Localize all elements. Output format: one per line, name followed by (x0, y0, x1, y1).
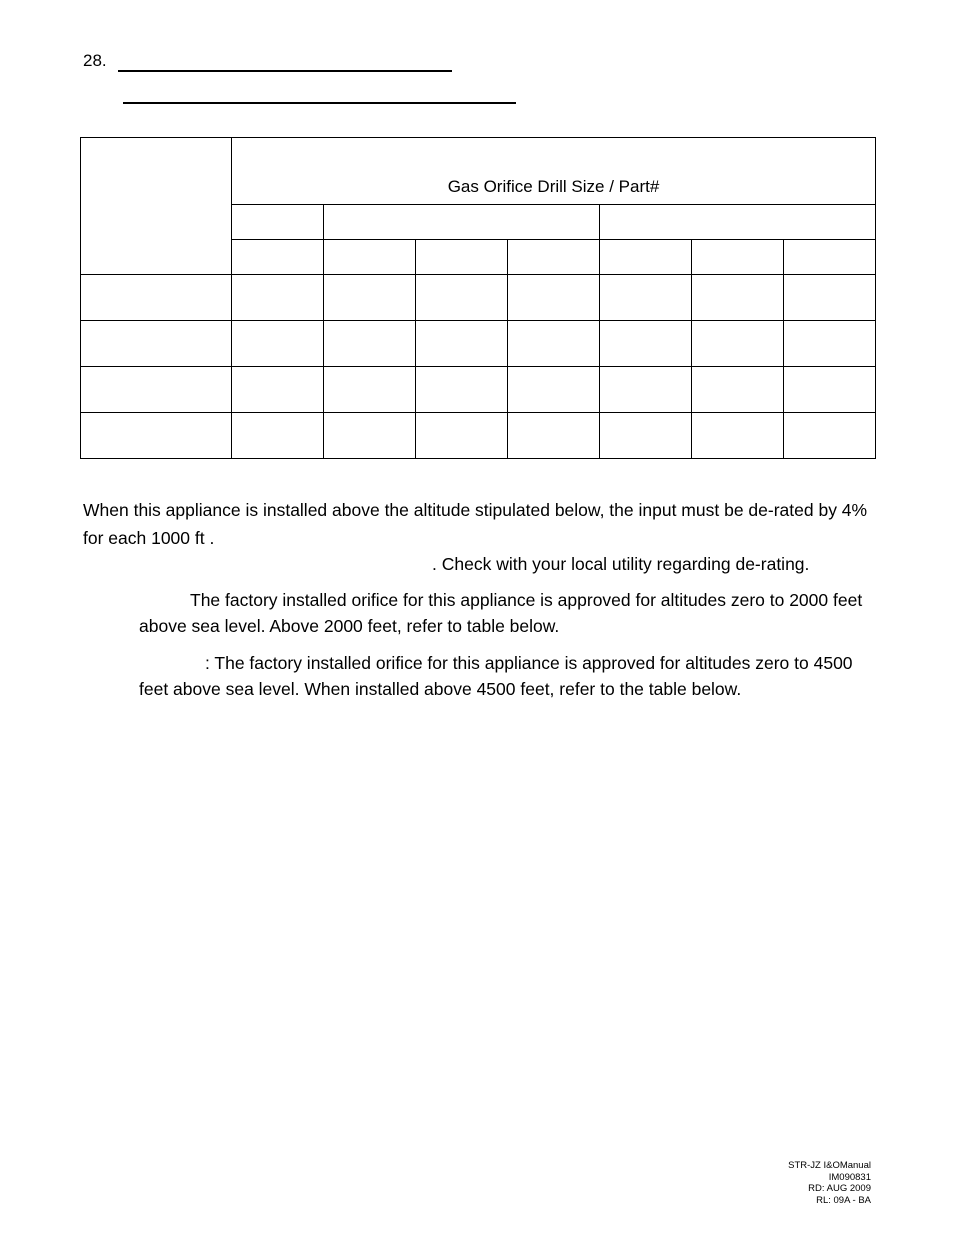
table-cell (81, 367, 232, 413)
table-cell (81, 413, 232, 459)
table-cell (600, 413, 692, 459)
table-cell (508, 321, 600, 367)
footer-revision: RL: 09A - BA (816, 1194, 871, 1206)
check-utility-text: . Check with your local utility regarding de-rating. (432, 554, 810, 574)
table-row (81, 413, 876, 459)
footer-manual-name: STR-JZ I&OManual (788, 1160, 871, 1171)
table-column-cell (600, 240, 692, 275)
table-corner-cell (81, 138, 232, 275)
table-row (81, 321, 876, 367)
document-footer (788, 1160, 871, 1206)
table-cell (508, 413, 600, 459)
table-cell (692, 275, 784, 321)
table-cell (232, 413, 324, 459)
derate-paragraph: When this appliance is installed above the altitude stipulated below, the input must be de-rated by 4% for each 1000 ft . (83, 500, 868, 548)
table-cell (324, 321, 416, 367)
table-cell (232, 321, 324, 367)
table-cell (600, 275, 692, 321)
table-column-cell (416, 240, 508, 275)
table-column-cell (324, 240, 416, 275)
table-cell (324, 367, 416, 413)
table-cell (416, 321, 508, 367)
table-title: Gas Orifice Drill Size / Part# (232, 138, 876, 205)
table-cell (600, 321, 692, 367)
footer-release-date: RD: AUG 2009 (808, 1183, 871, 1194)
orifice-table (80, 137, 876, 459)
table-cell (692, 367, 784, 413)
blank-line-1 (118, 70, 452, 72)
note-4500-ft: : The factory installed orifice for this appliance is approved for altitudes zero to 4500 feet above sea level. When installed above 4500 feet, refer to the table below. (139, 653, 853, 699)
table-cell (692, 321, 784, 367)
table-column-cell (232, 240, 324, 275)
table-header-row (81, 138, 876, 205)
table-column-cell (784, 240, 876, 275)
table-subheader-cell (232, 205, 324, 240)
table-cell (416, 367, 508, 413)
table-cell (324, 413, 416, 459)
table-cell (508, 275, 600, 321)
note-2000-ft: The factory installed orifice for this appliance is approved for altitudes zero to 2000 feet above sea level. Above 2000 feet, refer to table below. (139, 590, 863, 636)
table-cell (81, 275, 232, 321)
step-number: 28. (83, 51, 107, 70)
table-row (81, 275, 876, 321)
table-cell (784, 413, 876, 459)
table-cell (416, 413, 508, 459)
table-cell (784, 275, 876, 321)
table-cell (324, 275, 416, 321)
table-cell (784, 321, 876, 367)
footer-doc-id: IM090831 (828, 1171, 871, 1183)
table-cell (81, 321, 232, 367)
table-cell (692, 413, 784, 459)
blank-line-2 (123, 102, 516, 104)
table-column-cell (692, 240, 784, 275)
table-cell (784, 367, 876, 413)
table-cell (232, 275, 324, 321)
table-cell (600, 367, 692, 413)
table-subheader-cell (600, 205, 876, 240)
table-row (81, 367, 876, 413)
table-column-cell (508, 240, 600, 275)
table-cell (232, 367, 324, 413)
table-subheader-cell (324, 205, 600, 240)
table-cell (508, 367, 600, 413)
table-cell (416, 275, 508, 321)
